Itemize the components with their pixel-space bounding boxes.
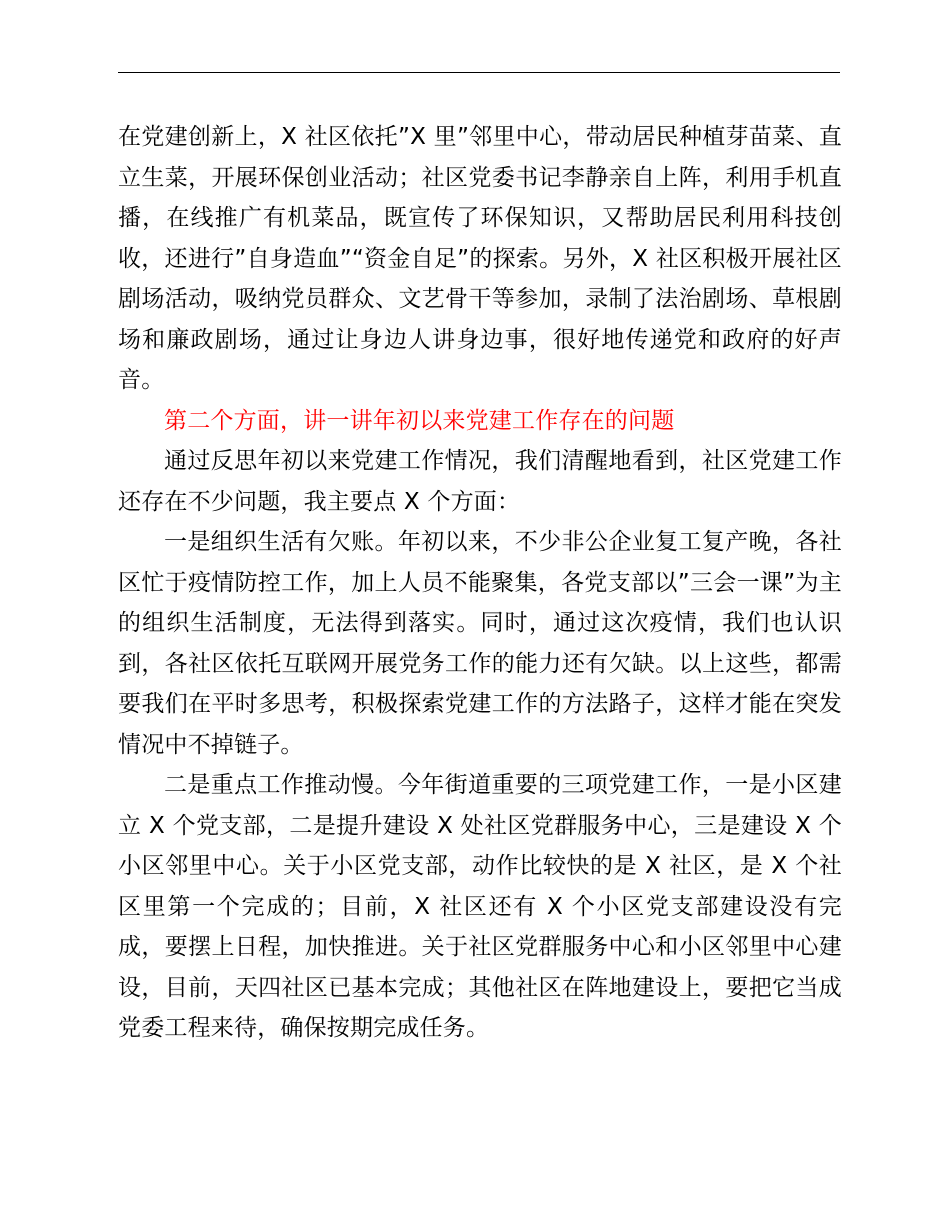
paragraph-innovation: 在党建创新上，X 社区依托”X 里”邻里中心，带动居民种植芽苗菜、直立生菜，开展环保创业活动；社区党委书记李静亲自上阵，利用手机直播，在线推广有机菜品，既宣传了环保知识，又帮助居民利用科技创收，还进行”自身造血”“资金自足”的探索。另外，X 社区积极开展社区剧场活动，吸纳党员群众、文艺骨干等参加，录制了法治剧场、草根剧场和廉政剧场，通过让身边人讲身边事，很好地传递党和政府的好声音。	[118, 124, 842, 393]
header-rule	[118, 72, 840, 73]
paragraph-issue-one: 一是组织生活有欠账。年初以来，不少非公企业复工复产晚，各社区忙于疫情防控工作，加上人员不能聚集，各党支部以”三会一课”为主的组织生活制度，无法得到落实。同时，通过这次疫情，我们也认识到，各社区依托互联网开展党务工作的能力还有欠缺。以上这些，都需要我们在平时多思考，积极探索党建工作的方法路子，这样才能在突发情况中不掉链子。	[118, 529, 842, 758]
section-heading: 第二个方面，讲一讲年初以来党建工作存在的问题	[164, 407, 675, 434]
document-body	[118, 117, 842, 1049]
paragraph-reflection: 通过反思年初以来党建工作情况，我们清醒地看到，社区党建工作还存在不少问题，我主要点 X 个方面：	[118, 448, 842, 515]
paragraph-issue-two: 二是重点工作推动慢。今年街道重要的三项党建工作，一是小区建立 X 个党支部，二是提升建设 X 处社区党群服务中心，三是建设 X 个小区邻里中心。关于小区党支部，动作比较快的是 X 社区，是 X 个社区里第一个完成的；目前，X 社区还有 X 个小区党支部建设没有完成，要摆上日程，加快推进。关于社区党群服务中心和小区邻里中心建设，目前，天四社区已基本完成；其他社区在阵地建设上，要把它当成党委工程来待，确保按期完成任务。	[118, 772, 842, 1041]
